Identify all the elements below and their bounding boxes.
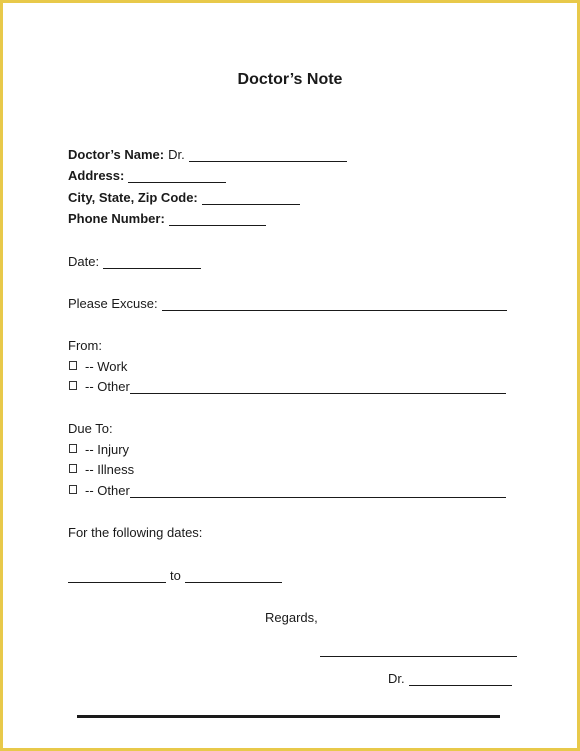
work-checkbox[interactable]	[69, 361, 77, 370]
due-to-label: Due To:	[68, 421, 113, 436]
address-field[interactable]	[128, 168, 226, 183]
from-other-field[interactable]	[130, 379, 506, 394]
following-dates-label: For the following dates:	[68, 525, 203, 540]
signature-name-row	[388, 668, 512, 686]
illness-option-label: -- Illness	[85, 462, 135, 477]
date-range-row	[68, 565, 282, 583]
date-row	[68, 251, 201, 269]
signature-line[interactable]	[320, 656, 517, 657]
due-to-other-option-label: -- Other	[85, 483, 130, 498]
injury-checkbox[interactable]	[69, 444, 77, 453]
due-to-option-injury	[68, 439, 129, 457]
due-to-heading	[68, 418, 113, 436]
excuse-row	[68, 293, 507, 311]
due-to-option-illness	[68, 459, 134, 477]
start-date-field[interactable]	[68, 568, 166, 583]
address-row	[68, 165, 226, 183]
date-field[interactable]	[103, 254, 201, 269]
from-other-option-label: -- Other	[85, 379, 130, 394]
injury-option-label: -- Injury	[85, 442, 130, 457]
signature-prefix: Dr.	[388, 671, 405, 686]
illness-checkbox[interactable]	[69, 464, 77, 473]
date-label: Date:	[68, 254, 100, 269]
from-label: From:	[68, 338, 102, 353]
due-to-other-field[interactable]	[130, 483, 506, 498]
page-title: Doctor’s Note	[237, 71, 343, 88]
address-label: Address:	[68, 168, 125, 183]
regards-row	[265, 607, 318, 625]
doctor-name-row	[68, 144, 347, 162]
following-dates-heading	[68, 522, 202, 540]
end-date-field[interactable]	[185, 568, 282, 583]
regards-label: Regards,	[265, 610, 318, 625]
work-option-label: -- Work	[85, 359, 128, 374]
from-option-other	[68, 376, 506, 394]
from-option-work	[68, 356, 127, 374]
doctor-name-prefix: Dr.	[168, 147, 185, 162]
city-state-zip-row	[68, 187, 300, 205]
city-state-zip-label: City, State, Zip Code:	[68, 190, 198, 205]
to-label: to	[170, 568, 181, 583]
excuse-label: Please Excuse:	[68, 296, 158, 311]
signature-name-field[interactable]	[409, 671, 512, 686]
excuse-field[interactable]	[162, 296, 507, 311]
phone-number-label: Phone Number:	[68, 211, 165, 226]
doctor-name-label: Doctor’s Name:	[68, 147, 165, 162]
phone-number-field[interactable]	[169, 211, 266, 226]
due-to-option-other	[68, 480, 506, 498]
city-state-zip-field[interactable]	[202, 190, 300, 205]
doctor-name-field[interactable]	[189, 147, 347, 162]
due-to-other-checkbox[interactable]	[69, 485, 77, 494]
from-other-checkbox[interactable]	[69, 381, 77, 390]
from-heading	[68, 335, 102, 353]
footer-divider	[77, 715, 500, 718]
phone-number-row	[68, 208, 266, 226]
